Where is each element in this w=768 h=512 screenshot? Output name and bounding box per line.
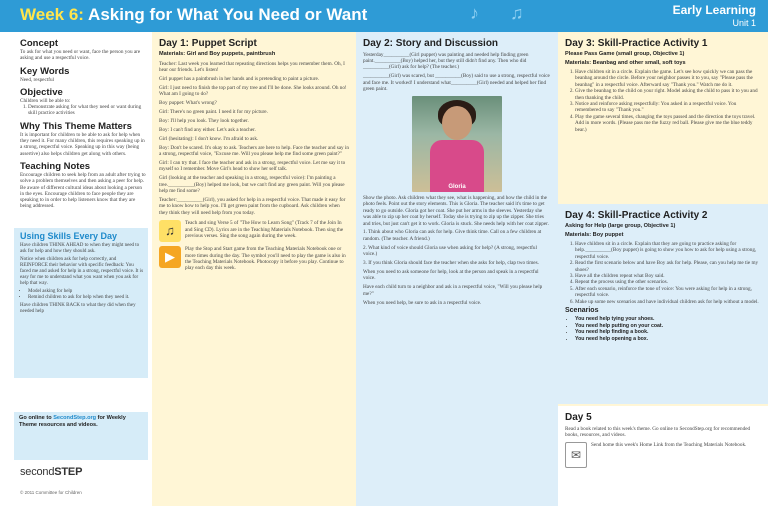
theme-title: Asking for What You Need or Want bbox=[88, 5, 368, 24]
scenario-item bbox=[575, 336, 761, 342]
day2-p: Yesterday__________(Girl puppet) was painting and needed help finding green paint.__________(Boy) helped her, but they still didn't find any. Then who did __________(Girl) ask for help? (The teacher.) bbox=[363, 51, 529, 71]
scenario-text: You need help putting on your coat. bbox=[575, 322, 664, 329]
day4-step: 4. Repeat the process using the other scenarios. bbox=[575, 279, 761, 285]
video-text: Play the Stop and Start game from the Teaching Materials Notebook one or more times during the day. The symbol you'll need to play the game is also in the Teaching Materials Notebook. Photocopy it before you play. Continue to play each day this week. bbox=[185, 246, 346, 272]
day1-p: Teacher:__________(Girl), you asked for help in a respectful voice. That made it easy for me to know how to help you. I'll get green paint from the cupboard. Ask children when they think they will need help from you today. bbox=[159, 196, 346, 216]
day5-text: Read a book related to this week's theme. Go online to SecondStep.org for recommended books, resources, and videos. bbox=[565, 425, 751, 438]
music-note-icon: ♫ bbox=[159, 220, 181, 242]
header-bar bbox=[0, 0, 768, 32]
day3-step: 3. Notice and reinforce asking respectfully: You asked in a respectful voice. You remembered to say "Thank you." bbox=[575, 101, 761, 114]
day3-subtitle: Please Pass Game (small group, Objective 1) bbox=[565, 51, 685, 57]
day1-p: Boy puppet: What's wrong? bbox=[159, 100, 217, 107]
day1-p: Girl: There's no green paint. I need it for my picture. bbox=[159, 108, 268, 115]
day4-section bbox=[558, 204, 768, 404]
scenarios-heading: Scenarios bbox=[565, 307, 599, 315]
page-title bbox=[20, 5, 367, 25]
skills-item: • Model asking for help bbox=[28, 289, 144, 295]
skills-think-ahead: Have children THINK AHEAD to when they might need to ask for help and how they should ask. bbox=[20, 243, 140, 254]
day1-p: Boy: I'll help you look. They look together. bbox=[159, 117, 249, 124]
day3-step: 1. Have children sit in a circle. Explain the game. Let's see how quickly we can pass the beanbag around the circle. Before your neighbor passes it to you, say "Please pass the beanbag" in a respectful voice. Afterward say "Thank you." Watch me do it. bbox=[575, 69, 761, 88]
concept-text: To ask for what you need or want, face the person you are asking and use a respectful voice. bbox=[20, 49, 141, 62]
day3-steps bbox=[565, 69, 761, 133]
objective-intro: Children will be able to: bbox=[20, 97, 71, 104]
why-heading: Why This Theme Matters bbox=[20, 120, 132, 132]
day4-step: 3. Have all the children repeat what Boy said. bbox=[575, 273, 761, 279]
day1-p: Girl: I just need to finish the top part of my tree and I'll be done. She looks around. Oh no! What am I going to do? bbox=[159, 84, 347, 98]
day4-materials: Materials: Boy puppet bbox=[565, 232, 624, 238]
day3-step: 2. Give the beanbag to the child on your right. Model asking the child to pass it to you and then thanking the child. bbox=[575, 88, 761, 101]
day2-question: 1. Think about who Gloria can ask for help. Give think time. Call on a few children at random. (The teacher. A friend.) bbox=[363, 229, 542, 242]
day1-title: Day 1: Puppet Script bbox=[159, 38, 257, 49]
day2-p: When you need to ask someone for help, look at the person and speak in a respectful voice. bbox=[363, 269, 539, 282]
day4-step: 1. Have children sit in a circle. Explain that they are going to practice asking for help.__________(Boy puppet) is going to show you how to ask for help using a strong, respectful voice. bbox=[575, 241, 761, 260]
day2-p: When you need help, be sure to ask in a respectful voice. bbox=[363, 299, 482, 306]
day4-step: 5. After each scenario, reinforce the tone of voice: You were asking for help in a strong, respectful voice. bbox=[575, 286, 761, 299]
day1-p: Girl puppet has a paintbrush in her hands and is pretending to paint a picture. bbox=[159, 75, 320, 82]
secondstep-link[interactable]: SecondStep.org bbox=[53, 415, 97, 421]
home-link-icon: ✉ bbox=[565, 442, 587, 468]
copyright-text: © 2011 Committee for Children bbox=[20, 490, 82, 495]
day1-materials: Materials: Girl and Boy puppets, paintbrush bbox=[159, 51, 276, 57]
scenario-text: You need help opening a box. bbox=[575, 335, 649, 342]
day1-column bbox=[152, 32, 356, 506]
photo-face bbox=[442, 106, 472, 140]
activities-column bbox=[558, 32, 768, 506]
day4-steps bbox=[565, 241, 761, 305]
day2-p: __________(Girl) was scared, but __________(Boy) said to use a strong, respectful voice and face me. It worked! I understand what__________(Girl) needed and helped her find green paint. bbox=[363, 73, 550, 93]
objective-item: 1. Demonstrate asking for what they need or want during skill practice activities bbox=[28, 104, 146, 117]
skills-every-day-box bbox=[14, 228, 148, 378]
day3-title: Day 3: Skill-Practice Activity 1 bbox=[565, 38, 708, 49]
day4-subtitle: Asking for Help (large group, Objective 1) bbox=[565, 223, 676, 229]
concept-heading: Concept bbox=[20, 38, 58, 49]
day2-p: Have each child turn to a neighbor and ask in a respectful voice, "Will you please help me?" bbox=[363, 284, 543, 297]
day4-step: 6. Make up some new scenarios and have individual children ask for help without a model. bbox=[575, 299, 761, 305]
scenarios-list bbox=[565, 316, 761, 342]
day5-section bbox=[558, 406, 768, 506]
objective-heading: Objective bbox=[20, 86, 63, 98]
day2-title: Day 2: Story and Discussion bbox=[363, 38, 499, 49]
skills-heading: Using Skills Every Day bbox=[20, 231, 118, 241]
online-text-2: for Weekly Theme resources and videos. bbox=[19, 415, 126, 428]
online-text: Go online to bbox=[19, 415, 54, 421]
day1-p: Teacher: Last week you learned that repeating directions helps you remember them. Oh, I hear our friends. Let's listen! bbox=[159, 60, 345, 73]
teaching-text: Encourage children to seek help from an adult after trying to solve a problem themselves and then asking a peer for help. Be aware of different cultural ideas about looking a person in the eyes. Encourage children to face people they are speaking to in order to help listeners know that they are being addressed. bbox=[20, 171, 146, 210]
logo-text-a: second bbox=[20, 466, 55, 478]
home-link-text: Send home this week's Home Link from the Teaching Materials Notebook. bbox=[591, 442, 747, 449]
skills-reinforce: Notice when children ask for help correctly, and REINFORCE their behavior with specific feedback: You faced me and asked for help in a strong, respectful voice. It is easy for me to understand what you want when you ask for help that way. bbox=[20, 257, 144, 286]
program-label bbox=[673, 4, 756, 30]
day1-p: Boy: Don't be scared. It's okay to ask. Teachers are here to help. Face the teacher and say in a strong, respectful voice, "Excuse me. Will you please help me find some green paint?" bbox=[159, 144, 349, 157]
second-step-logo bbox=[20, 466, 82, 478]
video-row bbox=[159, 246, 349, 272]
day1-p: Boy: I can't find any either. Let's ask a teacher. bbox=[159, 126, 256, 133]
day3-materials: Materials: Beanbag and other small, soft toys bbox=[565, 60, 686, 66]
day2-column bbox=[356, 32, 558, 506]
day2-question: 3. If you think Gloria should face the teacher when she asks for help, clap two times. bbox=[363, 260, 539, 267]
why-text: It is important for children to be able to ask for help when they need it. For many children, this requires speaking up in a strong, respectful voice. Speaking up in this way (being assertive) also helps children get along with others. bbox=[20, 131, 145, 157]
home-link-row bbox=[565, 442, 761, 468]
day4-step: 2. Read the first scenario below and have Boy ask for help. Please, can you help me tie my shoes? bbox=[575, 260, 761, 273]
video-icon: ▶ bbox=[159, 246, 181, 268]
scenario-text: You need help tying your shoes. bbox=[575, 316, 655, 323]
keywords-text: Need, respectful bbox=[20, 76, 54, 83]
photo-caption: Gloria bbox=[448, 184, 466, 191]
online-resources-box bbox=[14, 412, 148, 460]
scenario-text: You need help finding a book. bbox=[575, 329, 649, 336]
music-row bbox=[159, 220, 349, 242]
music-deco-icon: ♪ bbox=[470, 3, 479, 23]
day2-p: Show the photo. Ask children what they see, what is happening, and how the child in the photo feels. Point out the story elements. This is Gloria. The teacher said it's time to get ready to go outside. Gloria got her coat. She put her arms in the sleeves. Yesterday she was able to zip up her coat by herself. Today she is trying to zip up the zipper. She tries and tries, but just can't get it to work. Gloria is stuck. She needs help with her coat zipper. bbox=[363, 194, 549, 227]
day1-p: Girl (hesitating): I don't know. I'm afraid to ask. bbox=[159, 135, 259, 142]
day4-title: Day 4: Skill-Practice Activity 2 bbox=[565, 210, 708, 221]
music-deco-icon-2: ♫ bbox=[510, 3, 524, 23]
skills-item: • Remind children to ask for help when they need it. bbox=[28, 295, 144, 301]
program-name: Early Learning bbox=[672, 3, 756, 17]
objective-list bbox=[20, 104, 146, 117]
day1-p: Girl: I can try that. I face the teacher and ask in a strong, respectful voice. Let me say it to myself so I remember. Move Girl's head to show her self talk. bbox=[159, 159, 346, 173]
skills-think-back: Have children THINK BACK to what they did when they needed help bbox=[20, 303, 136, 314]
day3-step: 4. Play the game several times, changing the toys passed and the direction the toys travel. Add in more words. (Please pass me the fuzzy red ball. Please give me the blue teddy bear.) bbox=[575, 114, 761, 133]
day5-title: Day 5 bbox=[565, 412, 592, 423]
skills-list bbox=[20, 289, 144, 301]
unit-label: Unit 1 bbox=[732, 18, 756, 28]
keywords-heading: Key Words bbox=[20, 65, 70, 77]
day1-p: Girl (looking at the teacher and speaking in a strong, respectful voice): I'm painting a tree.__________(Boy) helped me look, but we can't find any green paint. Will you please help me find some? bbox=[159, 175, 345, 194]
day2-question: 2. What kind of voice should Gloria use when asking for help? (A strong, respectful voice.) bbox=[363, 244, 537, 258]
teaching-heading: Teaching Notes bbox=[20, 160, 91, 172]
logo-text-b: STEP bbox=[54, 466, 83, 478]
music-text: Teach and sing Verse 5 of "The How to Learn Song" (Track 7 of the Join In and Sing CD). Lyrics are in the Teaching Materials Notebook. Then sing the previous verses. Sing the song again during the week. bbox=[185, 220, 344, 239]
gloria-photo bbox=[412, 96, 502, 192]
week-label: Week 6: bbox=[20, 5, 84, 24]
